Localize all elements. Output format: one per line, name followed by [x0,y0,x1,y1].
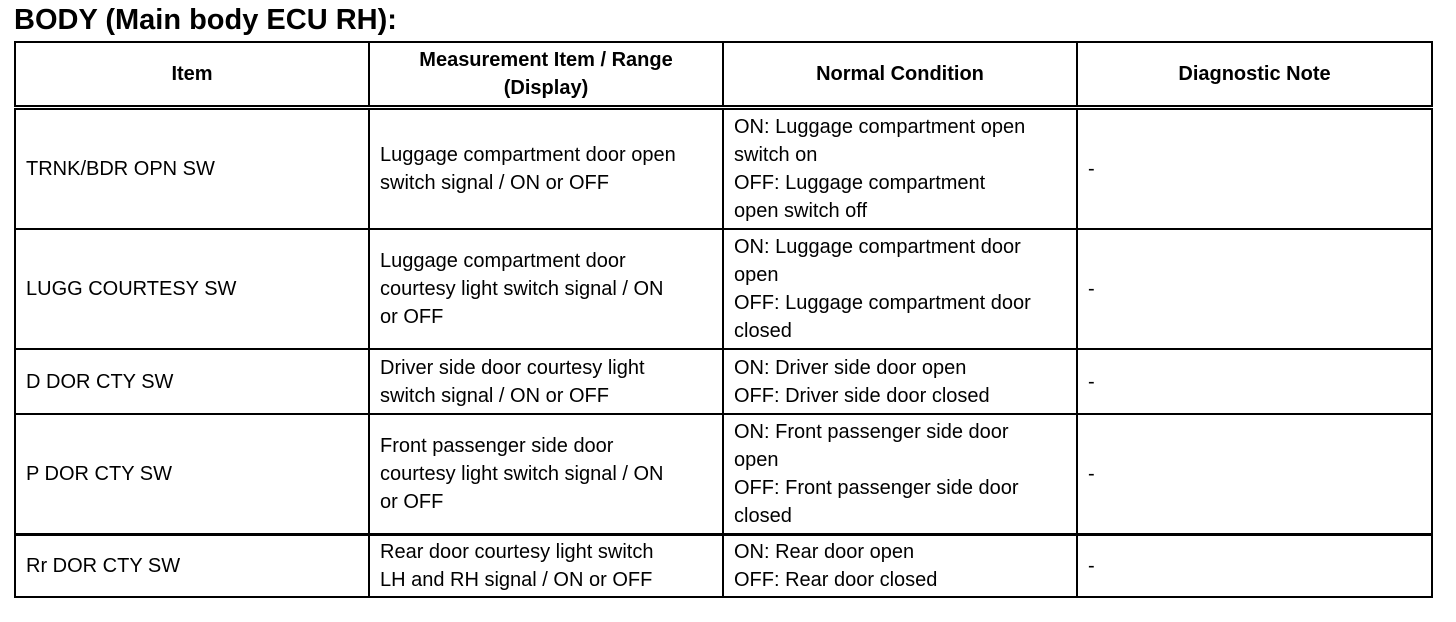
measurement-cell: Driver side door courtesy light switch signal / ON or OFF [369,349,723,414]
data-list-table [14,41,1433,598]
item-cell: TRNK/BDR OPN SW [15,108,369,230]
column-header-normal-condition: Normal Condition [723,42,1077,108]
item-cell: LUGG COURTESY SW [15,229,369,349]
diagnostic-note-cell: - [1077,535,1432,598]
table-row [15,349,1432,414]
normal-condition-cell: ON: Luggage compartment open switch on OFF: Luggage compartment open switch off [723,108,1077,230]
measurement-cell: Front passenger side door courtesy light switch signal / ON or OFF [369,414,723,535]
column-header-item: Item [15,42,369,108]
table-header-row [15,42,1432,108]
diagnostic-note-cell: - [1077,229,1432,349]
table-row [15,229,1432,349]
measurement-cell: Rear door courtesy light switch LH and RH signal / ON or OFF [369,535,723,598]
item-cell: Rr DOR CTY SW [15,535,369,598]
normal-condition-cell: ON: Driver side door open OFF: Driver side door closed [723,349,1077,414]
table-row [15,535,1432,598]
diagnostic-note-cell: - [1077,349,1432,414]
normal-condition-cell: ON: Rear door open OFF: Rear door closed [723,535,1077,598]
column-header-diagnostic-note: Diagnostic Note [1077,42,1432,108]
diagnostic-note-cell: - [1077,414,1432,535]
table-row [15,414,1432,535]
normal-condition-cell: ON: Luggage compartment door open OFF: Luggage compartment door closed [723,229,1077,349]
diagnostic-note-cell: - [1077,108,1432,230]
page-title: BODY (Main body ECU RH): [14,4,397,36]
measurement-cell: Luggage compartment door courtesy light switch signal / ON or OFF [369,229,723,349]
item-cell: D DOR CTY SW [15,349,369,414]
table-row [15,108,1432,230]
measurement-cell: Luggage compartment door open switch signal / ON or OFF [369,108,723,230]
column-header-measurement: Measurement Item / Range (Display) [369,42,723,108]
item-cell: P DOR CTY SW [15,414,369,535]
normal-condition-cell: ON: Front passenger side door open OFF: Front passenger side door closed [723,414,1077,535]
